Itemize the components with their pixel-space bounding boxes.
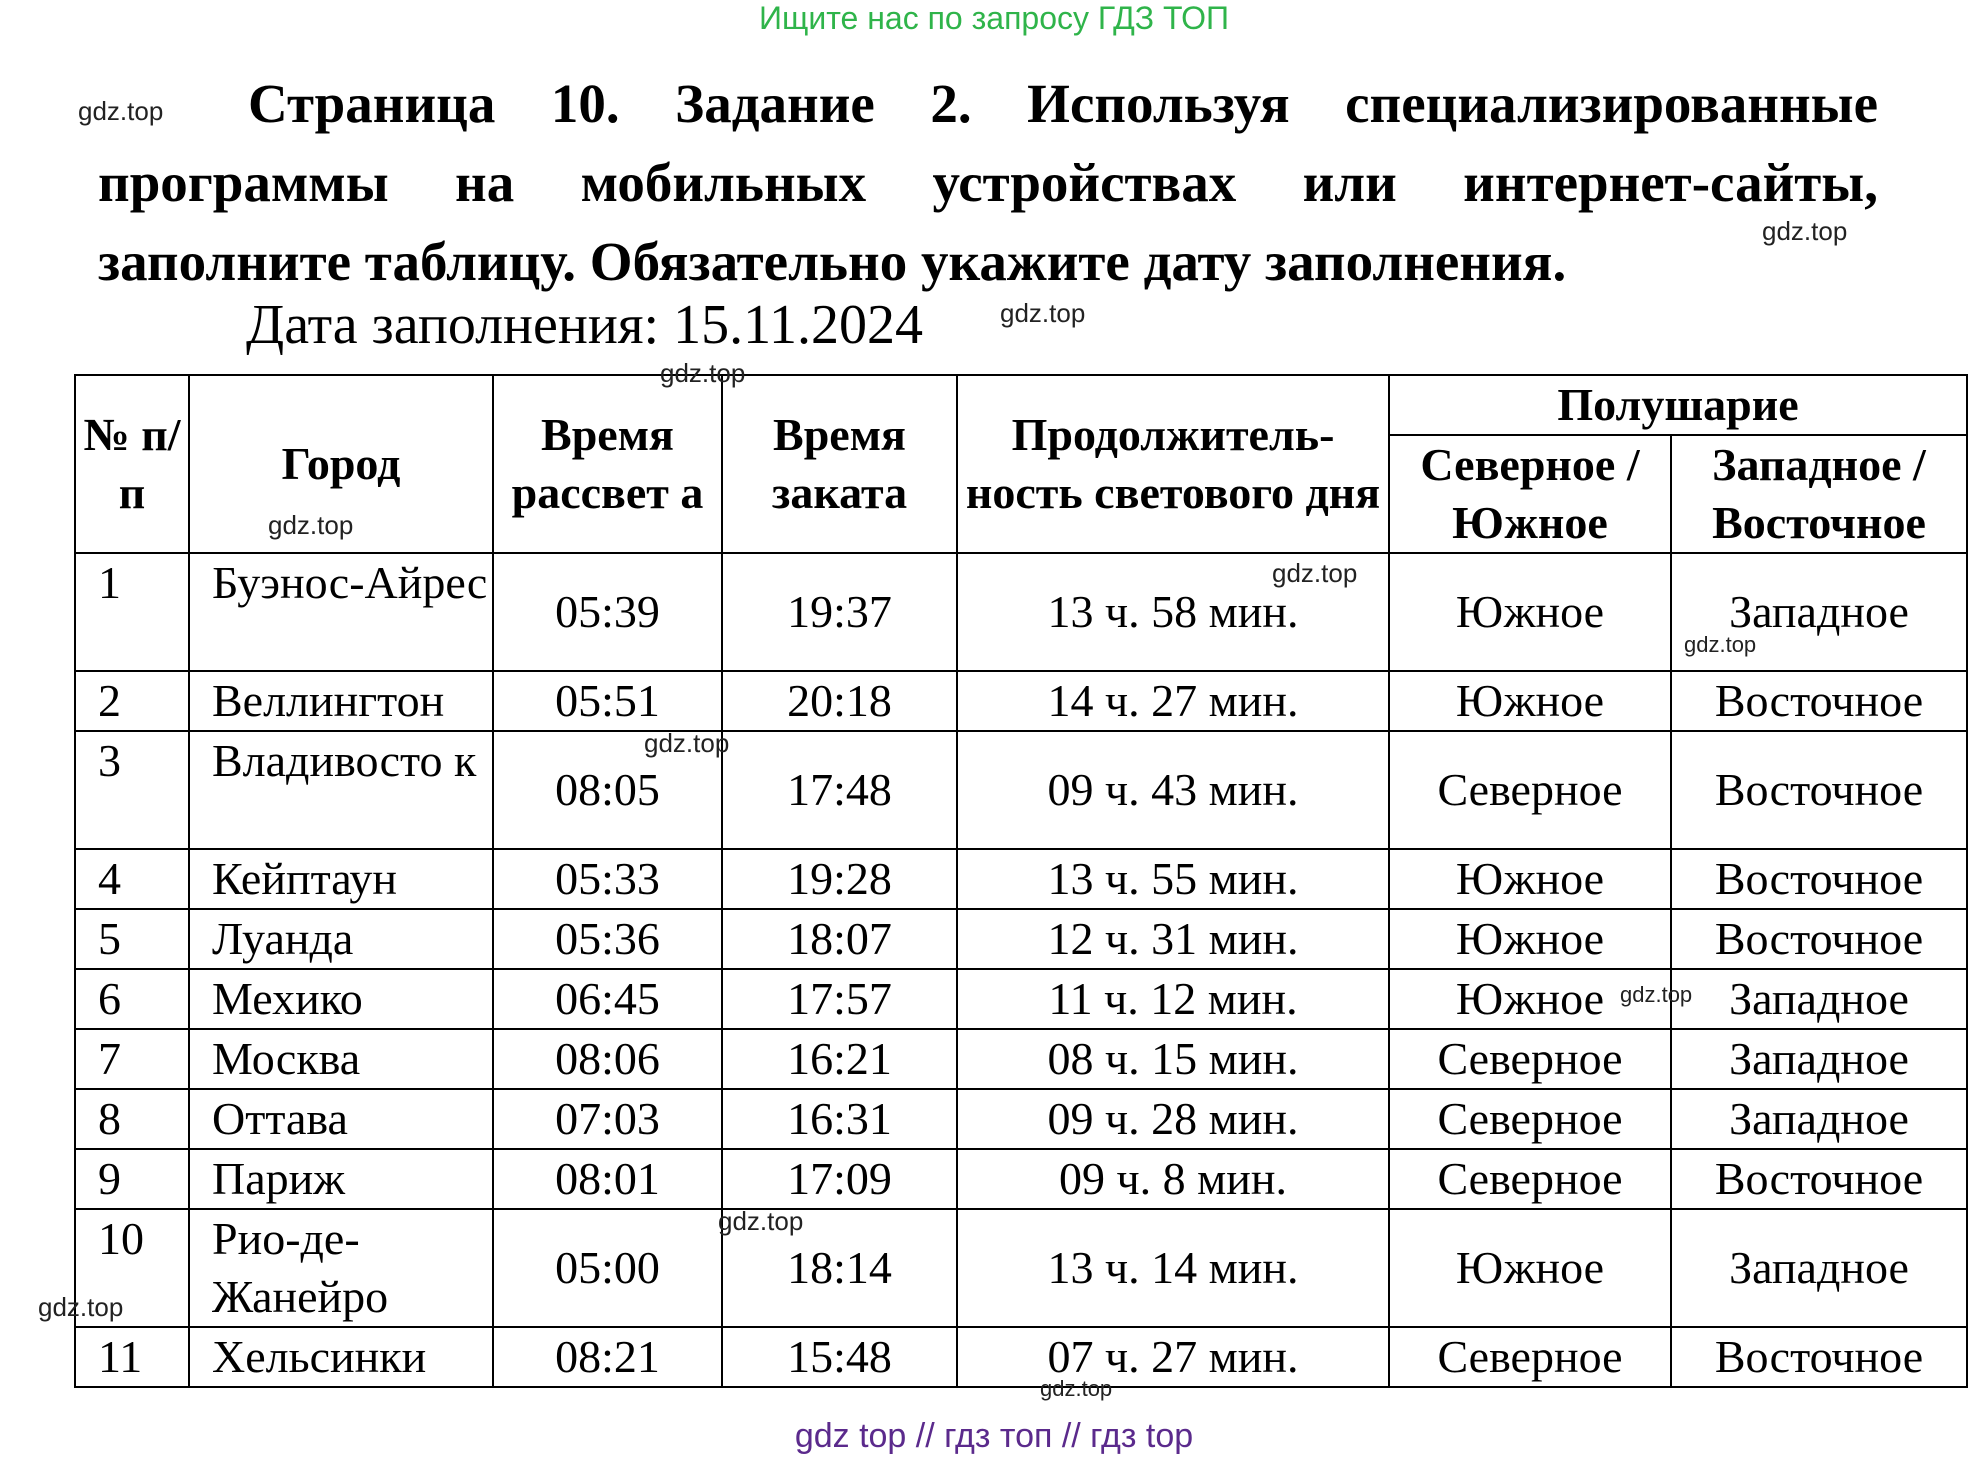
table-row — [75, 909, 1967, 969]
row-duration: 13 ч. 58 мин. — [957, 553, 1389, 671]
watermark: gdz.top — [1000, 298, 1086, 328]
row-sunrise: 08:01 — [493, 1149, 722, 1209]
row-sunset: 17:57 — [722, 969, 957, 1029]
row-duration: 14 ч. 27 мин. — [957, 671, 1389, 731]
row-duration: 08 ч. 15 мин. — [957, 1029, 1389, 1089]
header-sunset: Время заката — [722, 375, 957, 553]
task-text: Страница 10. Задание 2. Используя специализированные программы на мобильных устройствах или интернет-сайты, заполните таблицу. Обязательно укажите дату заполнения. — [98, 73, 1878, 292]
row-west-east: Западное — [1671, 1089, 1967, 1149]
row-sunset: 20:18 — [722, 671, 957, 731]
row-north-south: Северное — [1389, 1029, 1671, 1089]
row-sunset: 17:48 — [722, 731, 957, 849]
row-city: Кейптаун — [189, 849, 493, 909]
table-row — [75, 1209, 1967, 1327]
row-sunset: 19:28 — [722, 849, 957, 909]
watermark: gdz.top — [1272, 558, 1358, 588]
row-number: 11 — [75, 1327, 189, 1387]
row-north-south: Северное — [1389, 1327, 1671, 1387]
row-number: 5 — [75, 909, 189, 969]
row-north-south: Южное — [1389, 909, 1671, 969]
row-north-south: Южное — [1389, 969, 1671, 1029]
row-north-south: Северное — [1389, 1149, 1671, 1209]
row-number: 9 — [75, 1149, 189, 1209]
date-label: Дата заполнения: 15.11.2024 — [246, 294, 924, 356]
row-number: 2 — [75, 671, 189, 731]
row-sunrise: 07:03 — [493, 1089, 722, 1149]
row-sunset: 18:14 — [722, 1209, 957, 1327]
row-duration: 09 ч. 43 мин. — [957, 731, 1389, 849]
row-north-south: Южное — [1389, 553, 1671, 671]
row-north-south: Южное — [1389, 1209, 1671, 1327]
row-duration: 09 ч. 28 мин. — [957, 1089, 1389, 1149]
row-city: Хельсинки — [189, 1327, 493, 1387]
row-north-south: Южное — [1389, 671, 1671, 731]
row-number: 8 — [75, 1089, 189, 1149]
row-west-east: Восточное — [1671, 1149, 1967, 1209]
row-north-south: Южное — [1389, 849, 1671, 909]
row-west-east: Восточное — [1671, 1327, 1967, 1387]
watermark: gdz.top — [78, 96, 164, 126]
row-city: Париж — [189, 1149, 493, 1209]
header-west-east: Западное / Восточное — [1671, 435, 1967, 553]
row-duration: 07 ч. 27 мин. — [957, 1327, 1389, 1387]
row-west-east: Восточное — [1671, 671, 1967, 731]
row-sunrise: 08:05 — [493, 731, 722, 849]
row-duration: 13 ч. 55 мин. — [957, 849, 1389, 909]
row-city: Оттава — [189, 1089, 493, 1149]
row-number: 3 — [75, 731, 189, 849]
watermark: gdz.top — [1762, 216, 1848, 246]
row-west-east: Западное — [1671, 553, 1967, 671]
watermark: gdz.top — [644, 728, 730, 758]
watermark: gdz.top — [268, 510, 354, 540]
data-table — [74, 374, 1968, 1388]
header-number: № п/п — [75, 375, 189, 553]
row-number: 7 — [75, 1029, 189, 1089]
table-row — [75, 1149, 1967, 1209]
watermark: gdz.top — [38, 1292, 124, 1322]
header-sunrise: Время рассвет а — [493, 375, 722, 553]
row-west-east: Западное — [1671, 1029, 1967, 1089]
table-row — [75, 731, 1967, 849]
row-sunset: 17:09 — [722, 1149, 957, 1209]
row-west-east: Восточное — [1671, 909, 1967, 969]
table-row — [75, 671, 1967, 731]
row-duration: 11 ч. 12 мин. — [957, 969, 1389, 1029]
row-sunrise: 08:21 — [493, 1327, 722, 1387]
watermark: gdz.top — [718, 1206, 804, 1236]
row-city: Веллингтон — [189, 671, 493, 731]
row-sunset: 16:21 — [722, 1029, 957, 1089]
watermark: gdz.top — [1620, 982, 1693, 1007]
row-north-south: Северное — [1389, 731, 1671, 849]
row-duration: 13 ч. 14 мин. — [957, 1209, 1389, 1327]
row-number: 1 — [75, 553, 189, 671]
row-duration: 12 ч. 31 мин. — [957, 909, 1389, 969]
row-sunrise: 05:36 — [493, 909, 722, 969]
row-sunrise: 05:33 — [493, 849, 722, 909]
row-city: Москва — [189, 1029, 493, 1089]
table-row — [75, 849, 1967, 909]
row-sunrise: 05:39 — [493, 553, 722, 671]
row-sunrise: 06:45 — [493, 969, 722, 1029]
row-sunset: 19:37 — [722, 553, 957, 671]
watermark: gdz.top — [1684, 632, 1757, 657]
row-west-east: Восточное — [1671, 849, 1967, 909]
row-number: 4 — [75, 849, 189, 909]
watermark: gdz.top — [1040, 1376, 1113, 1401]
row-city: Буэнос-Айрес — [189, 553, 493, 671]
row-sunrise: 05:00 — [493, 1209, 722, 1327]
footer-text: gdz top // гдз топ // гдз top — [794, 1417, 1194, 1455]
row-sunset: 15:48 — [722, 1327, 957, 1387]
table-row — [75, 1029, 1967, 1089]
top-banner: Ищите нас по запросу ГДЗ ТОП — [759, 0, 1229, 36]
row-number: 10 — [75, 1209, 189, 1327]
row-sunrise: 08:06 — [493, 1029, 722, 1089]
table-body — [75, 553, 1967, 1387]
row-duration: 09 ч. 8 мин. — [957, 1149, 1389, 1209]
table-row — [75, 1327, 1967, 1387]
row-north-south: Северное — [1389, 1089, 1671, 1149]
header-north-south: Северное / Южное — [1389, 435, 1671, 553]
row-west-east: Восточное — [1671, 731, 1967, 849]
row-city: Луанда — [189, 909, 493, 969]
header-city: Город — [189, 375, 493, 553]
header-duration: Продолжитель-ность светового дня — [957, 375, 1389, 553]
row-sunset: 16:31 — [722, 1089, 957, 1149]
row-number: 6 — [75, 969, 189, 1029]
row-city: Рио-де-Жанейро — [189, 1209, 493, 1327]
row-sunset: 18:07 — [722, 909, 957, 969]
watermark: gdz.top — [660, 358, 746, 388]
row-city: Владивосто к — [189, 731, 493, 849]
row-west-east: Западное — [1671, 1209, 1967, 1327]
row-west-east: Западное — [1671, 969, 1967, 1029]
header-hemisphere: Полушарие — [1389, 375, 1967, 435]
table-row — [75, 1089, 1967, 1149]
row-city: Мехико — [189, 969, 493, 1029]
row-sunrise: 05:51 — [493, 671, 722, 731]
